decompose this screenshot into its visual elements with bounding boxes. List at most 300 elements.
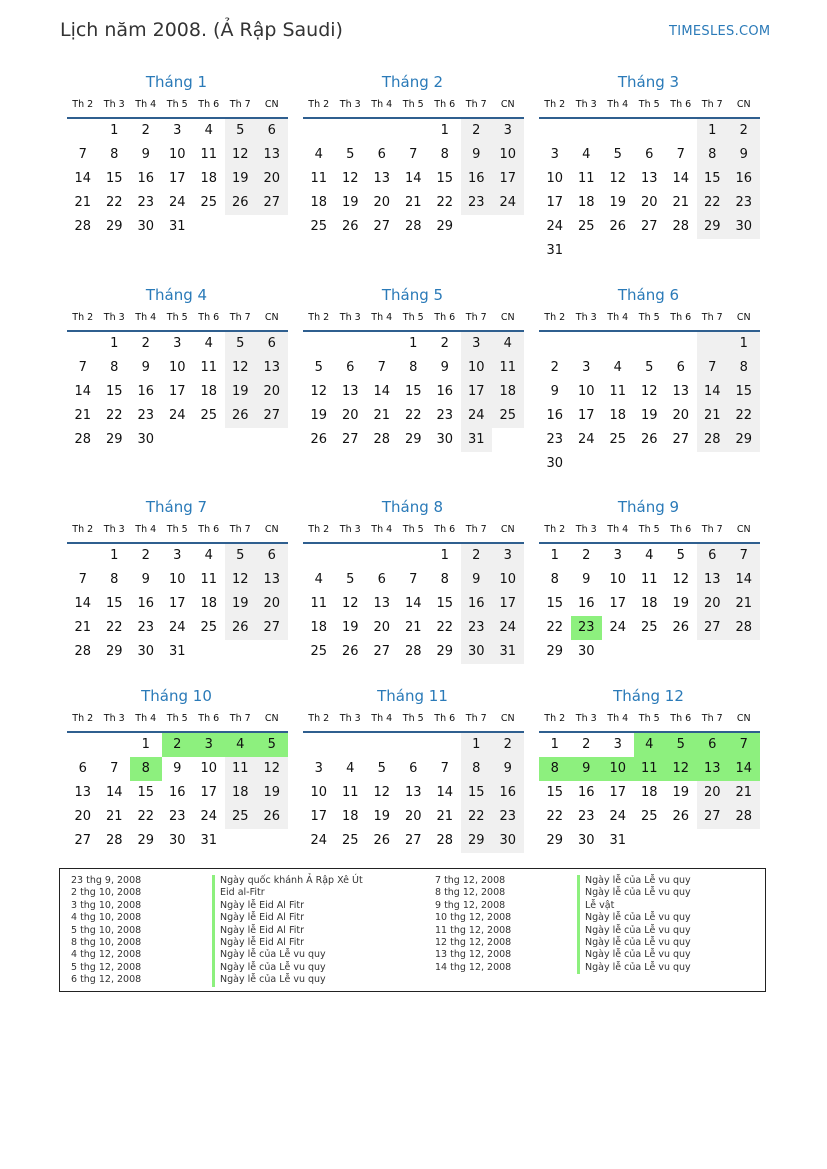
day-cell[interactable]: 17 bbox=[609, 785, 627, 800]
day-cell[interactable]: 11 bbox=[200, 572, 218, 587]
day-cell[interactable]: 23 bbox=[168, 809, 186, 824]
day-cell[interactable]: 23 bbox=[137, 620, 155, 635]
day-cell[interactable]: 17 bbox=[609, 596, 627, 611]
day-cell[interactable]: 16 bbox=[436, 384, 454, 399]
day-cell[interactable]: 19 bbox=[256, 781, 288, 805]
day-cell[interactable]: 17 bbox=[168, 596, 186, 611]
day-cell[interactable]: 16 bbox=[546, 408, 564, 423]
brand-link[interactable]: TIMESLES.COM bbox=[669, 24, 771, 39]
day-cell[interactable]: 21 bbox=[373, 408, 391, 423]
day-cell[interactable]: 10 bbox=[492, 568, 524, 592]
day-cell[interactable]: 24 bbox=[168, 408, 186, 423]
day-cell[interactable]: 25 bbox=[577, 219, 595, 234]
day-cell[interactable]: 9 bbox=[461, 568, 493, 592]
day-cell[interactable]: 20 bbox=[697, 781, 729, 805]
day-cell[interactable]: 6 bbox=[377, 572, 386, 587]
day-cell[interactable]: 15 bbox=[105, 384, 123, 399]
day-cell[interactable]: 18 bbox=[640, 785, 658, 800]
day-cell[interactable]: 21 bbox=[74, 408, 92, 423]
day-cell[interactable]: 27 bbox=[341, 432, 359, 447]
day-cell[interactable]: 26 bbox=[310, 432, 328, 447]
day-cell[interactable]: 17 bbox=[492, 592, 524, 616]
day-cell[interactable]: 15 bbox=[697, 167, 729, 191]
day-cell[interactable]: 22 bbox=[404, 408, 422, 423]
day-cell[interactable]: 22 bbox=[546, 620, 564, 635]
day-cell[interactable]: 16 bbox=[577, 785, 595, 800]
day-cell[interactable]: 29 bbox=[546, 833, 564, 848]
day-cell[interactable]: 29 bbox=[461, 829, 493, 853]
day-cell[interactable]: 22 bbox=[105, 195, 123, 210]
day-cell[interactable]: 3 bbox=[613, 737, 622, 752]
day-cell[interactable]: 10 bbox=[200, 761, 218, 776]
day-cell[interactable]: 25 bbox=[640, 809, 658, 824]
day-cell[interactable]: 7 bbox=[728, 733, 760, 757]
day-cell[interactable]: 11 bbox=[200, 147, 218, 162]
day-cell[interactable]: 28 bbox=[74, 644, 92, 659]
day-cell[interactable]: 22 bbox=[436, 195, 454, 210]
day-cell[interactable]: 17 bbox=[546, 195, 564, 210]
day-cell[interactable]: 9 bbox=[550, 384, 559, 399]
day-cell[interactable]: 20 bbox=[640, 195, 658, 210]
day-cell[interactable]: 27 bbox=[256, 616, 288, 640]
day-cell[interactable]: 6 bbox=[377, 147, 386, 162]
day-cell[interactable]: 5 bbox=[346, 572, 355, 587]
day-cell[interactable]: 21 bbox=[672, 195, 690, 210]
day-cell[interactable]: 27 bbox=[640, 219, 658, 234]
day-cell[interactable]: 18 bbox=[310, 195, 328, 210]
day-cell[interactable]: 19 bbox=[225, 167, 257, 191]
day-cell[interactable]: 10 bbox=[168, 147, 186, 162]
day-cell[interactable]: 19 bbox=[225, 592, 257, 616]
day-cell[interactable]: 26 bbox=[225, 404, 257, 428]
day-cell[interactable]: 23 bbox=[728, 191, 760, 215]
day-cell[interactable]: 2 bbox=[461, 544, 493, 568]
day-cell[interactable]: 28 bbox=[373, 432, 391, 447]
day-cell[interactable]: 14 bbox=[373, 384, 391, 399]
day-cell[interactable]: 23 bbox=[461, 616, 493, 640]
day-cell[interactable]: 2 bbox=[162, 733, 194, 757]
day-cell[interactable]: 25 bbox=[200, 408, 218, 423]
day-cell[interactable]: 14 bbox=[728, 568, 760, 592]
day-cell[interactable]: 18 bbox=[200, 171, 218, 186]
day-cell[interactable]: 3 bbox=[582, 360, 591, 375]
day-cell[interactable]: 9 bbox=[461, 143, 493, 167]
day-cell[interactable]: 4 bbox=[204, 336, 213, 351]
day-cell[interactable]: 11 bbox=[200, 360, 218, 375]
day-cell[interactable]: 9 bbox=[492, 757, 524, 781]
day-cell[interactable]: 15 bbox=[546, 596, 564, 611]
day-cell[interactable]: 23 bbox=[546, 432, 564, 447]
day-cell[interactable]: 30 bbox=[577, 833, 595, 848]
day-cell[interactable]: 19 bbox=[225, 380, 257, 404]
day-cell[interactable]: 27 bbox=[697, 616, 729, 640]
day-cell[interactable]: 25 bbox=[640, 620, 658, 635]
day-cell[interactable]: 7 bbox=[409, 572, 418, 587]
day-cell[interactable]: 23 bbox=[571, 616, 603, 640]
day-cell[interactable]: 28 bbox=[436, 833, 454, 848]
day-cell[interactable]: 2 bbox=[141, 336, 150, 351]
day-cell[interactable]: 23 bbox=[577, 809, 595, 824]
day-cell[interactable]: 10 bbox=[168, 572, 186, 587]
day-cell[interactable]: 14 bbox=[74, 596, 92, 611]
day-cell[interactable]: 6 bbox=[697, 544, 729, 568]
day-cell[interactable]: 22 bbox=[728, 404, 760, 428]
day-cell[interactable]: 5 bbox=[225, 119, 257, 143]
day-cell[interactable]: 18 bbox=[310, 620, 328, 635]
day-cell[interactable]: 9 bbox=[141, 147, 150, 162]
day-cell[interactable]: 4 bbox=[645, 548, 654, 563]
day-cell[interactable]: 25 bbox=[341, 833, 359, 848]
day-cell[interactable]: 10 bbox=[577, 384, 595, 399]
day-cell[interactable]: 3 bbox=[613, 548, 622, 563]
day-cell[interactable]: 11 bbox=[310, 596, 328, 611]
day-cell[interactable]: 8 bbox=[539, 757, 571, 781]
day-cell[interactable]: 16 bbox=[577, 596, 595, 611]
day-cell[interactable]: 13 bbox=[404, 785, 422, 800]
day-cell[interactable]: 23 bbox=[492, 805, 524, 829]
day-cell[interactable]: 10 bbox=[461, 356, 493, 380]
day-cell[interactable]: 3 bbox=[492, 544, 524, 568]
day-cell[interactable]: 16 bbox=[137, 384, 155, 399]
day-cell[interactable]: 24 bbox=[609, 809, 627, 824]
day-cell[interactable]: 27 bbox=[373, 219, 391, 234]
day-cell[interactable]: 30 bbox=[546, 456, 564, 471]
day-cell[interactable]: 5 bbox=[645, 360, 654, 375]
day-cell[interactable]: 12 bbox=[341, 171, 359, 186]
day-cell[interactable]: 8 bbox=[409, 360, 418, 375]
day-cell[interactable]: 26 bbox=[256, 805, 288, 829]
day-cell[interactable]: 7 bbox=[697, 356, 729, 380]
day-cell[interactable]: 4 bbox=[492, 332, 524, 356]
day-cell[interactable]: 28 bbox=[404, 219, 422, 234]
day-cell[interactable]: 9 bbox=[141, 572, 150, 587]
day-cell[interactable]: 14 bbox=[672, 171, 690, 186]
day-cell[interactable]: 12 bbox=[256, 757, 288, 781]
day-cell[interactable]: 5 bbox=[676, 548, 685, 563]
day-cell[interactable]: 8 bbox=[130, 757, 162, 781]
day-cell[interactable]: 12 bbox=[373, 785, 391, 800]
day-cell[interactable]: 26 bbox=[672, 809, 690, 824]
day-cell[interactable]: 7 bbox=[110, 761, 119, 776]
day-cell[interactable]: 20 bbox=[74, 809, 92, 824]
day-cell[interactable]: 18 bbox=[200, 596, 218, 611]
day-cell[interactable]: 17 bbox=[168, 384, 186, 399]
day-cell[interactable]: 18 bbox=[341, 809, 359, 824]
day-cell[interactable]: 22 bbox=[436, 620, 454, 635]
day-cell[interactable]: 14 bbox=[105, 785, 123, 800]
day-cell[interactable]: 18 bbox=[640, 596, 658, 611]
day-cell[interactable]: 24 bbox=[200, 809, 218, 824]
day-cell[interactable]: 20 bbox=[404, 809, 422, 824]
day-cell[interactable]: 14 bbox=[74, 384, 92, 399]
day-cell[interactable]: 25 bbox=[225, 805, 257, 829]
day-cell[interactable]: 30 bbox=[492, 829, 524, 853]
day-cell[interactable]: 3 bbox=[492, 119, 524, 143]
day-cell[interactable]: 17 bbox=[200, 785, 218, 800]
day-cell[interactable]: 28 bbox=[74, 432, 92, 447]
day-cell[interactable]: 22 bbox=[697, 191, 729, 215]
day-cell[interactable]: 19 bbox=[672, 596, 690, 611]
day-cell[interactable]: 26 bbox=[672, 620, 690, 635]
day-cell[interactable]: 31 bbox=[492, 640, 524, 664]
day-cell[interactable]: 1 bbox=[110, 123, 119, 138]
day-cell[interactable]: 6 bbox=[256, 544, 288, 568]
day-cell[interactable]: 17 bbox=[492, 167, 524, 191]
day-cell[interactable]: 1 bbox=[110, 336, 119, 351]
day-cell[interactable]: 2 bbox=[728, 119, 760, 143]
day-cell[interactable]: 5 bbox=[377, 761, 386, 776]
day-cell[interactable]: 30 bbox=[168, 833, 186, 848]
day-cell[interactable]: 3 bbox=[173, 336, 182, 351]
day-cell[interactable]: 26 bbox=[609, 219, 627, 234]
day-cell[interactable]: 4 bbox=[634, 733, 666, 757]
day-cell[interactable]: 6 bbox=[346, 360, 355, 375]
day-cell[interactable]: 11 bbox=[634, 757, 666, 781]
day-cell[interactable]: 29 bbox=[105, 644, 123, 659]
day-cell[interactable]: 7 bbox=[78, 572, 87, 587]
day-cell[interactable]: 1 bbox=[409, 336, 418, 351]
day-cell[interactable]: 7 bbox=[728, 544, 760, 568]
day-cell[interactable]: 8 bbox=[440, 147, 449, 162]
day-cell[interactable]: 19 bbox=[341, 620, 359, 635]
day-cell[interactable]: 12 bbox=[665, 757, 697, 781]
day-cell[interactable]: 16 bbox=[461, 167, 493, 191]
day-cell[interactable]: 9 bbox=[582, 572, 591, 587]
day-cell[interactable]: 15 bbox=[137, 785, 155, 800]
day-cell[interactable]: 12 bbox=[310, 384, 328, 399]
day-cell[interactable]: 14 bbox=[404, 171, 422, 186]
day-cell[interactable]: 11 bbox=[609, 384, 627, 399]
day-cell[interactable]: 2 bbox=[141, 548, 150, 563]
day-cell[interactable]: 2 bbox=[461, 119, 493, 143]
day-cell[interactable]: 31 bbox=[200, 833, 218, 848]
day-cell[interactable]: 14 bbox=[436, 785, 454, 800]
day-cell[interactable]: 16 bbox=[168, 785, 186, 800]
day-cell[interactable]: 27 bbox=[256, 191, 288, 215]
day-cell[interactable]: 16 bbox=[728, 167, 760, 191]
day-cell[interactable]: 28 bbox=[728, 805, 760, 829]
day-cell[interactable]: 20 bbox=[373, 620, 391, 635]
day-cell[interactable]: 1 bbox=[440, 548, 449, 563]
day-cell[interactable]: 2 bbox=[582, 548, 591, 563]
day-cell[interactable]: 13 bbox=[373, 171, 391, 186]
day-cell[interactable]: 20 bbox=[341, 408, 359, 423]
day-cell[interactable]: 9 bbox=[173, 761, 182, 776]
day-cell[interactable]: 20 bbox=[256, 380, 288, 404]
day-cell[interactable]: 14 bbox=[74, 171, 92, 186]
day-cell[interactable]: 10 bbox=[492, 143, 524, 167]
day-cell[interactable]: 14 bbox=[404, 596, 422, 611]
day-cell[interactable]: 8 bbox=[110, 360, 119, 375]
day-cell[interactable]: 29 bbox=[436, 644, 454, 659]
day-cell[interactable]: 6 bbox=[645, 147, 654, 162]
day-cell[interactable]: 8 bbox=[550, 572, 559, 587]
day-cell[interactable]: 22 bbox=[137, 809, 155, 824]
day-cell[interactable]: 1 bbox=[110, 548, 119, 563]
day-cell[interactable]: 12 bbox=[225, 568, 257, 592]
day-cell[interactable]: 7 bbox=[676, 147, 685, 162]
day-cell[interactable]: 29 bbox=[546, 644, 564, 659]
day-cell[interactable]: 16 bbox=[461, 592, 493, 616]
day-cell[interactable]: 13 bbox=[256, 568, 288, 592]
day-cell[interactable]: 1 bbox=[550, 737, 559, 752]
day-cell[interactable]: 30 bbox=[137, 644, 155, 659]
day-cell[interactable]: 29 bbox=[137, 833, 155, 848]
day-cell[interactable]: 20 bbox=[697, 592, 729, 616]
day-cell[interactable]: 7 bbox=[377, 360, 386, 375]
day-cell[interactable]: 29 bbox=[697, 215, 729, 239]
day-cell[interactable]: 23 bbox=[137, 195, 155, 210]
day-cell[interactable]: 11 bbox=[341, 785, 359, 800]
day-cell[interactable]: 24 bbox=[546, 219, 564, 234]
day-cell[interactable]: 5 bbox=[665, 733, 697, 757]
day-cell[interactable]: 20 bbox=[256, 167, 288, 191]
day-cell[interactable]: 29 bbox=[105, 432, 123, 447]
day-cell[interactable]: 7 bbox=[409, 147, 418, 162]
day-cell[interactable]: 24 bbox=[461, 404, 493, 428]
day-cell[interactable]: 16 bbox=[137, 596, 155, 611]
day-cell[interactable]: 27 bbox=[256, 404, 288, 428]
day-cell[interactable]: 8 bbox=[728, 356, 760, 380]
day-cell[interactable]: 2 bbox=[141, 123, 150, 138]
day-cell[interactable]: 27 bbox=[373, 644, 391, 659]
day-cell[interactable]: 21 bbox=[74, 620, 92, 635]
day-cell[interactable]: 31 bbox=[461, 428, 493, 452]
day-cell[interactable]: 19 bbox=[672, 785, 690, 800]
day-cell[interactable]: 27 bbox=[672, 432, 690, 447]
day-cell[interactable]: 5 bbox=[225, 544, 257, 568]
day-cell[interactable]: 24 bbox=[492, 191, 524, 215]
day-cell[interactable]: 9 bbox=[141, 360, 150, 375]
day-cell[interactable]: 10 bbox=[609, 572, 627, 587]
day-cell[interactable]: 21 bbox=[404, 195, 422, 210]
day-cell[interactable]: 9 bbox=[440, 360, 449, 375]
day-cell[interactable]: 17 bbox=[310, 809, 328, 824]
day-cell[interactable]: 9 bbox=[728, 143, 760, 167]
day-cell[interactable]: 29 bbox=[728, 428, 760, 452]
day-cell[interactable]: 31 bbox=[168, 644, 186, 659]
day-cell[interactable]: 17 bbox=[461, 380, 493, 404]
day-cell[interactable]: 18 bbox=[225, 781, 257, 805]
day-cell[interactable]: 4 bbox=[204, 548, 213, 563]
day-cell[interactable]: 16 bbox=[492, 781, 524, 805]
day-cell[interactable]: 16 bbox=[137, 171, 155, 186]
day-cell[interactable]: 26 bbox=[341, 644, 359, 659]
day-cell[interactable]: 4 bbox=[204, 123, 213, 138]
day-cell[interactable]: 26 bbox=[373, 833, 391, 848]
day-cell[interactable]: 25 bbox=[492, 404, 524, 428]
day-cell[interactable]: 27 bbox=[404, 833, 422, 848]
day-cell[interactable]: 3 bbox=[314, 761, 323, 776]
day-cell[interactable]: 31 bbox=[546, 243, 564, 258]
day-cell[interactable]: 28 bbox=[105, 833, 123, 848]
day-cell[interactable]: 10 bbox=[310, 785, 328, 800]
day-cell[interactable]: 10 bbox=[168, 360, 186, 375]
day-cell[interactable]: 23 bbox=[137, 408, 155, 423]
day-cell[interactable]: 21 bbox=[436, 809, 454, 824]
day-cell[interactable]: 3 bbox=[173, 123, 182, 138]
day-cell[interactable]: 21 bbox=[105, 809, 123, 824]
day-cell[interactable]: 18 bbox=[577, 195, 595, 210]
day-cell[interactable]: 21 bbox=[697, 404, 729, 428]
day-cell[interactable]: 18 bbox=[609, 408, 627, 423]
day-cell[interactable]: 11 bbox=[577, 171, 595, 186]
day-cell[interactable]: 22 bbox=[546, 809, 564, 824]
day-cell[interactable]: 13 bbox=[256, 356, 288, 380]
day-cell[interactable]: 2 bbox=[492, 733, 524, 757]
day-cell[interactable]: 31 bbox=[609, 833, 627, 848]
day-cell[interactable]: 3 bbox=[550, 147, 559, 162]
day-cell[interactable]: 23 bbox=[436, 408, 454, 423]
day-cell[interactable]: 1 bbox=[728, 332, 760, 356]
day-cell[interactable]: 12 bbox=[640, 384, 658, 399]
day-cell[interactable]: 30 bbox=[436, 432, 454, 447]
day-cell[interactable]: 28 bbox=[672, 219, 690, 234]
day-cell[interactable]: 1 bbox=[440, 123, 449, 138]
day-cell[interactable]: 10 bbox=[546, 171, 564, 186]
day-cell[interactable]: 5 bbox=[225, 332, 257, 356]
day-cell[interactable]: 15 bbox=[404, 384, 422, 399]
day-cell[interactable]: 14 bbox=[728, 757, 760, 781]
day-cell[interactable]: 29 bbox=[436, 219, 454, 234]
day-cell[interactable]: 20 bbox=[373, 195, 391, 210]
day-cell[interactable]: 10 bbox=[602, 757, 634, 781]
day-cell[interactable]: 4 bbox=[314, 147, 323, 162]
day-cell[interactable]: 8 bbox=[110, 572, 119, 587]
day-cell[interactable]: 5 bbox=[256, 733, 288, 757]
day-cell[interactable]: 25 bbox=[310, 644, 328, 659]
day-cell[interactable]: 6 bbox=[697, 733, 729, 757]
day-cell[interactable]: 13 bbox=[373, 596, 391, 611]
day-cell[interactable]: 30 bbox=[137, 219, 155, 234]
day-cell[interactable]: 3 bbox=[193, 733, 225, 757]
day-cell[interactable]: 29 bbox=[105, 219, 123, 234]
day-cell[interactable]: 26 bbox=[225, 191, 257, 215]
day-cell[interactable]: 8 bbox=[440, 572, 449, 587]
day-cell[interactable]: 15 bbox=[436, 596, 454, 611]
day-cell[interactable]: 19 bbox=[373, 809, 391, 824]
day-cell[interactable]: 21 bbox=[404, 620, 422, 635]
day-cell[interactable]: 6 bbox=[676, 360, 685, 375]
day-cell[interactable]: 22 bbox=[461, 805, 493, 829]
day-cell[interactable]: 25 bbox=[200, 620, 218, 635]
day-cell[interactable]: 11 bbox=[225, 757, 257, 781]
day-cell[interactable]: 24 bbox=[492, 616, 524, 640]
day-cell[interactable]: 18 bbox=[200, 384, 218, 399]
day-cell[interactable]: 1 bbox=[141, 737, 150, 752]
day-cell[interactable]: 26 bbox=[225, 616, 257, 640]
day-cell[interactable]: 4 bbox=[225, 733, 257, 757]
day-cell[interactable]: 4 bbox=[314, 572, 323, 587]
day-cell[interactable]: 4 bbox=[582, 147, 591, 162]
day-cell[interactable]: 13 bbox=[341, 384, 359, 399]
day-cell[interactable]: 6 bbox=[256, 332, 288, 356]
day-cell[interactable]: 25 bbox=[310, 219, 328, 234]
day-cell[interactable]: 29 bbox=[404, 432, 422, 447]
day-cell[interactable]: 13 bbox=[697, 757, 729, 781]
day-cell[interactable]: 13 bbox=[672, 384, 690, 399]
day-cell[interactable]: 21 bbox=[728, 781, 760, 805]
day-cell[interactable]: 3 bbox=[461, 332, 493, 356]
day-cell[interactable]: 2 bbox=[440, 336, 449, 351]
day-cell[interactable]: 6 bbox=[78, 761, 87, 776]
day-cell[interactable]: 12 bbox=[341, 596, 359, 611]
day-cell[interactable]: 20 bbox=[256, 592, 288, 616]
day-cell[interactable]: 6 bbox=[409, 761, 418, 776]
day-cell[interactable]: 8 bbox=[697, 143, 729, 167]
day-cell[interactable]: 24 bbox=[310, 833, 328, 848]
day-cell[interactable]: 4 bbox=[613, 360, 622, 375]
